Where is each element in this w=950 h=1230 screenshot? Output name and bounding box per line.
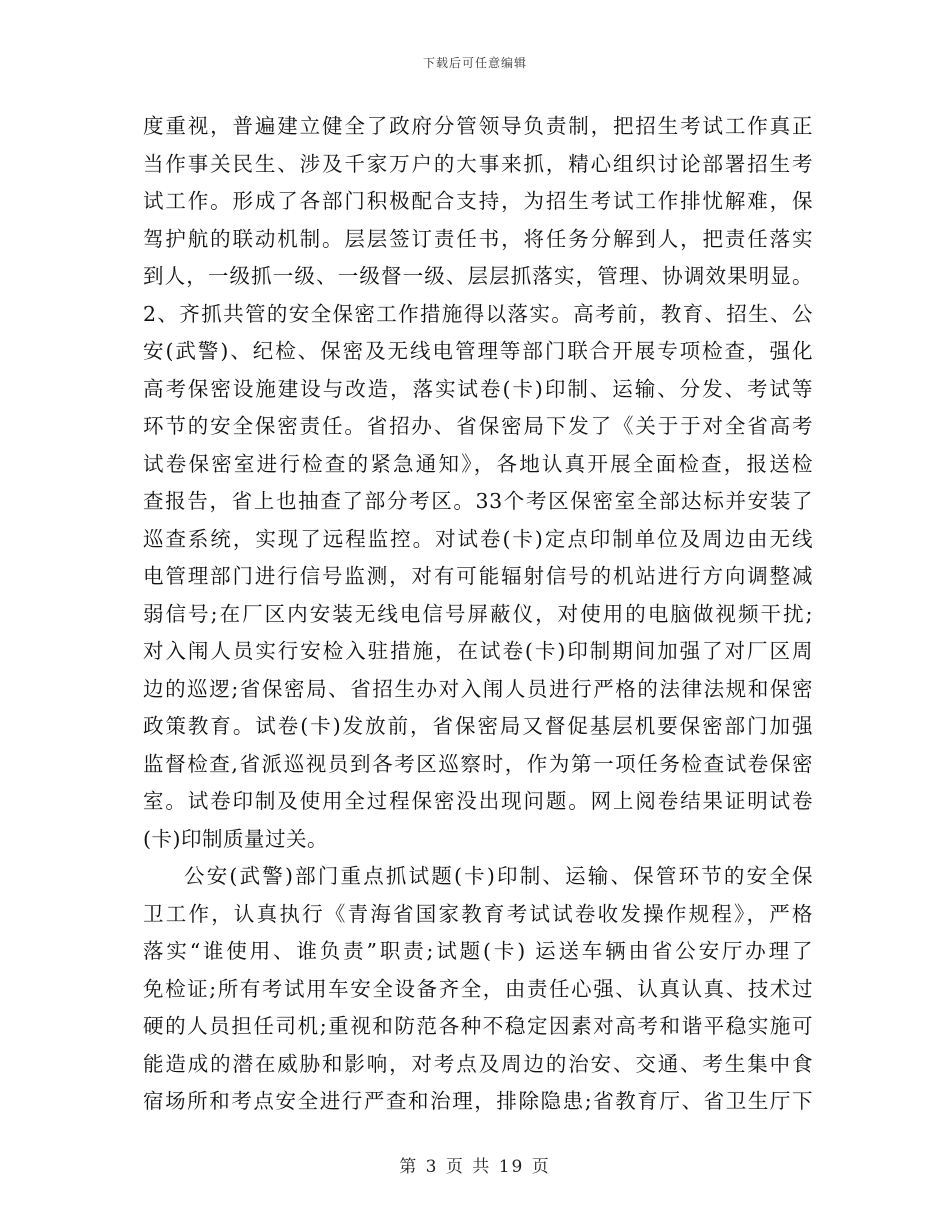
body-line: 安(武警)、纪检、保密及无线电管理等部门联合开展专项检查，强化 (143, 339, 813, 363)
body-line: 监督检查,省派巡视员到各考区巡察时，作为第一项任务检查试卷保密 (143, 751, 813, 776)
body-line: 试卷保密室进行检查的紧急通知》，各地认真开展全面检查，报送检 (143, 451, 813, 476)
body-line: 卫工作，认真执行《青海省国家教育考试试卷收发操作规程》，严格 (143, 901, 813, 926)
page-header-note: 下载后可任意编辑 (422, 56, 527, 70)
body-line: 驾护航的联动机制。层层签订责任书，将任务分解到人，把责任落实 (143, 226, 813, 251)
body-line: 硬的人员担任司机;重视和防范各种不稳定因素对高考和谐平稳实施可 (143, 1014, 813, 1038)
body-line: 度重视，普遍建立健全了政府分管领导负责制，把招生考试工作真正 (143, 114, 813, 138)
body-line: 免检证;所有考试用车安全设备齐全，由责任心强、认真认真、技术过 (143, 976, 813, 1001)
body-line: 高考保密设施建设与改造，落实试卷(卡)印制、运输、分发、考试等 (143, 376, 813, 401)
body-line: 试工作。形成了各部门积极配合支持，为招生考试工作排忧解难，保 (143, 189, 813, 213)
body-line: 政策教育。试卷(卡)发放前，省保密局又督促基层机要保密部门加强 (143, 714, 813, 738)
body-line: 弱信号;在厂区内安装无线电信号屏蔽仪，对使用的电脑做视频干扰; (143, 601, 813, 626)
body-line: 落实“谁使用、谁负责”职责;试题(卡) 运送车辆由省公安厅办理了 (143, 939, 813, 963)
body-line: 对入闱人员实行安检入驻措施，在试卷(卡)印制期间加强了对厂区周 (143, 639, 813, 663)
body-line: 室。试卷印制及使用全过程保密没出现问题。网上阅卷结果证明试卷 (143, 789, 813, 813)
body-line: 宿场所和考点安全进行严查和治理，排除隐患;省教育厅、省卫生厅下 (143, 1089, 813, 1113)
body-line: 查报告，省上也抽查了部分考区。33个考区保密室全部达标并安装了 (143, 489, 813, 513)
body-line: 当作事关民生、涉及千家万户的大事来抓，精心组织讨论部署招生考 (143, 151, 813, 176)
body-line: 环节的安全保密责任。省招办、省保密局下发了《关于于对全省高考 (143, 414, 813, 438)
body-line: 公安(武警)部门重点抓试题(卡)印制、运输、保管环节的安全保 (184, 864, 813, 888)
page-number-footer: 第 3 页 共 19 页 (399, 1157, 551, 1177)
body-line: 边的巡逻;省保密局、省招生办对入闱人员进行严格的法律法规和保密 (143, 676, 813, 701)
body-line: 到人，一级抓一级、一级督一级、层层抓落实，管理、协调效果明显。 (143, 264, 813, 288)
document-body (143, 108, 813, 1121)
body-line: 能造成的潜在威胁和影响，对考点及周边的治安、交通、考生集中食 (143, 1051, 813, 1076)
body-line: 2、齐抓共管的安全保密工作措施得以落实。高考前，教育、招生、公 (143, 301, 813, 326)
body-line: 巡查系统，实现了远程监控。对试卷(卡)定点印制单位及周边由无线 (143, 526, 813, 551)
body-line: 电管理部门进行信号监测，对有可能辐射信号的机站进行方向调整减 (143, 564, 813, 588)
body-line: (卡)印制质量过关。 (143, 826, 328, 851)
